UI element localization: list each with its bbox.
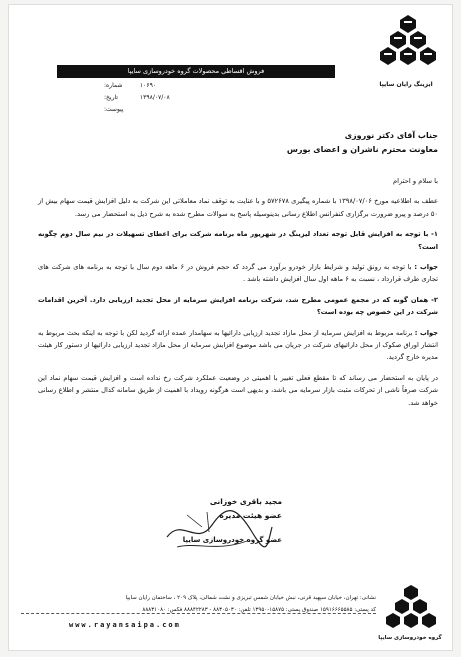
footer-logo-icon xyxy=(384,583,438,631)
answer-2-label: جواب : xyxy=(414,328,438,337)
greeting: با سلام و احترام xyxy=(393,177,438,185)
recipient-title: معاونت محترم ناشران و اعضای بورس xyxy=(286,145,438,154)
footer-company-name: گروه خودروسازی سایپا xyxy=(378,635,442,641)
company-logo-icon xyxy=(376,13,440,71)
letter-date-label: تاریخ: xyxy=(104,94,118,101)
question-1: ۱- با توجه به افزایش قابل توجه تعداد لیزینگ در شهریور ماه برنامه شرکت برای اعطای تسهیلات در نیم سال دوم چگونه است؟ xyxy=(38,230,438,251)
letter-date-value: ۱۳۹۸/۰۷/۰۸ xyxy=(139,94,170,101)
letter-page xyxy=(8,4,453,651)
signature-block xyxy=(183,495,282,547)
answer-1-label: جواب : xyxy=(414,263,439,272)
letter-attachment-label: پیوست: xyxy=(104,106,124,113)
footer-website: www.rayansaipa.com xyxy=(69,621,181,629)
recipient-block xyxy=(287,129,438,157)
letter-number xyxy=(104,82,156,89)
recipient-name: جناب آقای دکتر نوروزی xyxy=(344,131,438,140)
letter-number-label: شماره: xyxy=(104,82,123,89)
intro-paragraph: عطف به اطلاعیه مورخ ۱۳۹۸/۰۷/۰۶ با شماره پیگیری ۵۷۲۶۷۸ و با عنایت به توقف نماد معاملاتی این شرکت به دلیل افزایش قیمت سهام بیش از ۵۰ درصد و پیرو ضرورت برگزاری کنفرانس اطلاع رسانی بدینوسیله پاسخ به سوالات مطرح شده به شرح ذیل به استحضار می رسد. xyxy=(38,197,438,218)
header-banner: فروش اقساطی محصولات گروه خودروسازی سایپا xyxy=(57,65,335,78)
answer-2 xyxy=(38,327,438,364)
signer-title: عضو هیئت مدیره xyxy=(219,511,282,520)
footer-contact: کد پستی: ۱۵۹۱۶۶۶۵۵۸۵ صندوق پستی: ۱۵۸۷۵-۱۳۹۵۰ تلفن: ۸۸۳۰۵۰۳۰ - ۸۸۸۴۲۲۸۳ فکس: ۸۸۸۳۱۰۸۰ xyxy=(142,607,376,613)
signer-org: عضو گروه خودروسازی سایپا xyxy=(182,536,282,544)
footer-divider xyxy=(21,613,376,614)
answer-1-text: با توجه به رونق تولید و شرایط بازار خودرو برآورد می گردد که حجم فروش در ۶ ماهه دوم سال با توجه به برنامه های شرکت های تجاری طرف قرارداد ، نسبت به ۶ ماهه اول سال افزایش داشته باشد . xyxy=(38,263,438,284)
letter-body xyxy=(38,175,438,417)
letter-attachment xyxy=(104,106,138,113)
footer-address: نشانی: تهران، خیابان سپهبد قرنی، نبش خیابان شمس تبریزی و نشت شمالی، پلاک ۲۰۹ ، ساختمان رایان سایپا xyxy=(125,595,376,601)
answer-1 xyxy=(38,261,438,286)
company-name: ایزینگ رایان سایپا xyxy=(379,81,433,88)
signer-name: مجید باقری خوزانی xyxy=(209,497,282,506)
answer-2-text: برنامه مربوط به افزایش سرمایه از محل مازاد تجدید ارزیابی دارائیها به سهامدار عمده ارائه گردید لکن با توجه به اینکه بحث مربوط به انتشار اوراق صکوک از محل دارائیهای شرکت در جریان می باشد موضوع افزایش سرمایه از محل مازاد تجدید ارزیابی دارائیها از دستور کار هیئت مدیره خارج گردید. xyxy=(38,328,438,362)
question-2: ۲- همان گونه که در مجمع عمومی مطرح شد، شرکت برنامه افزایش سرمایه از محل تجدید ارزیابی دارد. آخرین اقدامات شرکت در این خصوص چه بوده است؟ xyxy=(38,295,438,317)
letter-number-value: ۱۰۶۹۰ xyxy=(139,82,157,89)
letter-date xyxy=(104,94,170,101)
closing-paragraph: در پایان به استحضار می رساند که تا مقطع فعلی تغییر با اهمیتی در وضعیت عملکرد شرکت رخ نداده است و افزایش قیمت سهام نماد این شرکت صرفاً ناشی از تحرکات مثبت بازار سرمایه می باشد، و بدیهی است هرگونه رویداد با اهمیت از طریق سامانه کدال منتشر و اطلاع رسانی خواهد شد. xyxy=(38,373,438,407)
